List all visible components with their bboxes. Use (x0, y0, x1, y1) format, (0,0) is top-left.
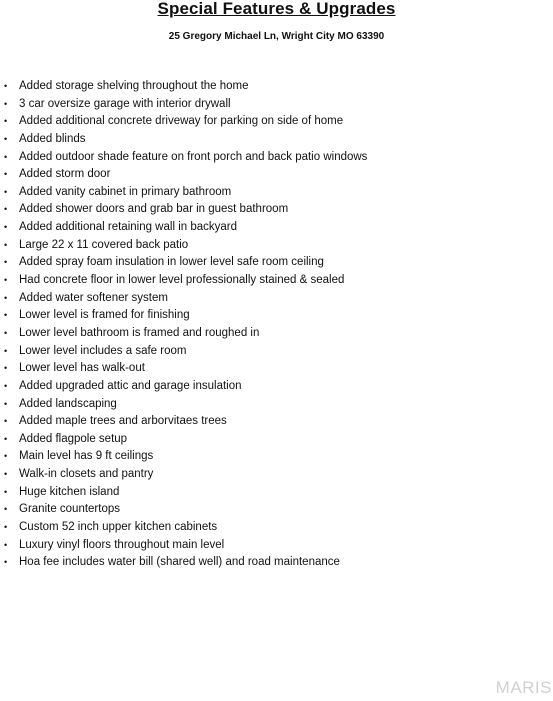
list-item (0, 201, 553, 219)
feature-text: Lower level bathroom is framed and roughed in (19, 326, 260, 339)
list-item (0, 554, 553, 572)
feature-text: Added storm door (19, 168, 111, 181)
bullet-icon: • (4, 222, 8, 233)
bullet-icon: • (4, 186, 8, 197)
list-item (0, 113, 553, 131)
bullet-icon: • (4, 310, 8, 321)
feature-text: Huge kitchen island (19, 485, 120, 498)
bullet-icon: • (4, 416, 8, 427)
feature-text: Lower level has walk-out (19, 362, 145, 375)
bullet-icon: • (4, 275, 8, 286)
feature-text: Added spray foam insulation in lower level safe room ceiling (19, 256, 324, 269)
list-item (0, 325, 553, 343)
feature-text: Granite countertops (19, 503, 121, 516)
bullet-icon: • (4, 239, 8, 250)
feature-text: Main level has 9 ft ceilings (19, 450, 154, 463)
feature-text: Custom 52 inch upper kitchen cabinets (19, 521, 218, 534)
list-item (0, 184, 553, 202)
list-item (0, 254, 553, 272)
list-item (0, 307, 553, 325)
maris-watermark: MARIS (495, 678, 552, 697)
list-item (0, 413, 553, 431)
feature-text: Added blinds (19, 132, 86, 145)
bullet-icon: • (4, 469, 8, 480)
list-item (0, 360, 553, 378)
bullet-icon: • (4, 345, 8, 356)
bullet-icon: • (4, 151, 8, 162)
list-item (0, 501, 553, 519)
feature-text: Added upgraded attic and garage insulation (19, 379, 242, 392)
bullet-icon: • (4, 557, 8, 568)
bullet-icon: • (4, 433, 8, 444)
property-address: 25 Gregory Michael Ln, Wright City MO 63390 (168, 31, 385, 42)
list-item (0, 484, 553, 502)
feature-text: Added maple trees and arborvitaes trees (19, 415, 227, 428)
bullet-icon: • (4, 98, 8, 109)
list-item (0, 290, 553, 308)
feature-text: Added water softener system (19, 291, 168, 304)
bullet-icon: • (4, 327, 8, 338)
bullet-icon: • (4, 363, 8, 374)
list-item (0, 378, 553, 396)
bullet-icon: • (4, 504, 8, 515)
bullet-icon: • (4, 398, 8, 409)
list-item (0, 343, 553, 361)
feature-text: Added outdoor shade feature on front porch and back patio windows (19, 150, 368, 163)
list-item (0, 149, 553, 167)
feature-text: Added additional retaining wall in backyard (19, 221, 238, 234)
list-item (0, 466, 553, 484)
list-item (0, 96, 553, 114)
list-item (0, 272, 553, 290)
list-item (0, 78, 553, 96)
feature-text: Luxury vinyl floors throughout main level (19, 538, 225, 551)
feature-text: Added additional concrete driveway for parking on side of home (19, 115, 344, 128)
bullet-icon: • (4, 522, 8, 533)
page-title: Special Features & Upgrades (157, 0, 396, 18)
list-item (0, 519, 553, 537)
bullet-icon: • (4, 257, 8, 268)
feature-text: Added storage shelving throughout the home (19, 80, 249, 92)
list-item (0, 396, 553, 414)
list-item (0, 448, 553, 466)
list-item (0, 131, 553, 149)
bullet-icon: • (4, 204, 8, 215)
feature-text: 3 car oversize garage with interior drywall (19, 97, 231, 110)
feature-text: Added shower doors and grab bar in guest bathroom (19, 203, 289, 216)
list-item (0, 537, 553, 555)
bullet-icon: • (4, 169, 8, 180)
feature-text: Walk-in closets and pantry (19, 468, 154, 481)
feature-text: Large 22 x 11 covered back patio (19, 238, 189, 251)
bullet-icon: • (4, 116, 8, 127)
feature-text: Added landscaping (19, 397, 117, 410)
bullet-icon: • (4, 292, 8, 303)
bullet-icon: • (4, 451, 8, 462)
bullet-icon: • (4, 486, 8, 497)
bullet-icon: • (4, 81, 8, 91)
list-item (0, 237, 553, 255)
list-item (0, 219, 553, 237)
bullet-icon: • (4, 539, 8, 550)
list-item (0, 166, 553, 184)
feature-text: Lower level is framed for finishing (19, 309, 190, 322)
feature-text: Added flagpole setup (19, 432, 128, 445)
feature-text: Had concrete floor in lower level professionally stained & sealed (19, 274, 345, 287)
feature-text: Lower level includes a safe room (19, 344, 187, 357)
bullet-icon: • (4, 380, 8, 391)
list-item (0, 431, 553, 449)
bullet-icon: • (4, 133, 8, 144)
feature-text: Added vanity cabinet in primary bathroom (19, 185, 232, 198)
feature-text: Hoa fee includes water bill (shared well) and road maintenance (19, 556, 340, 569)
feature-list (0, 78, 553, 572)
